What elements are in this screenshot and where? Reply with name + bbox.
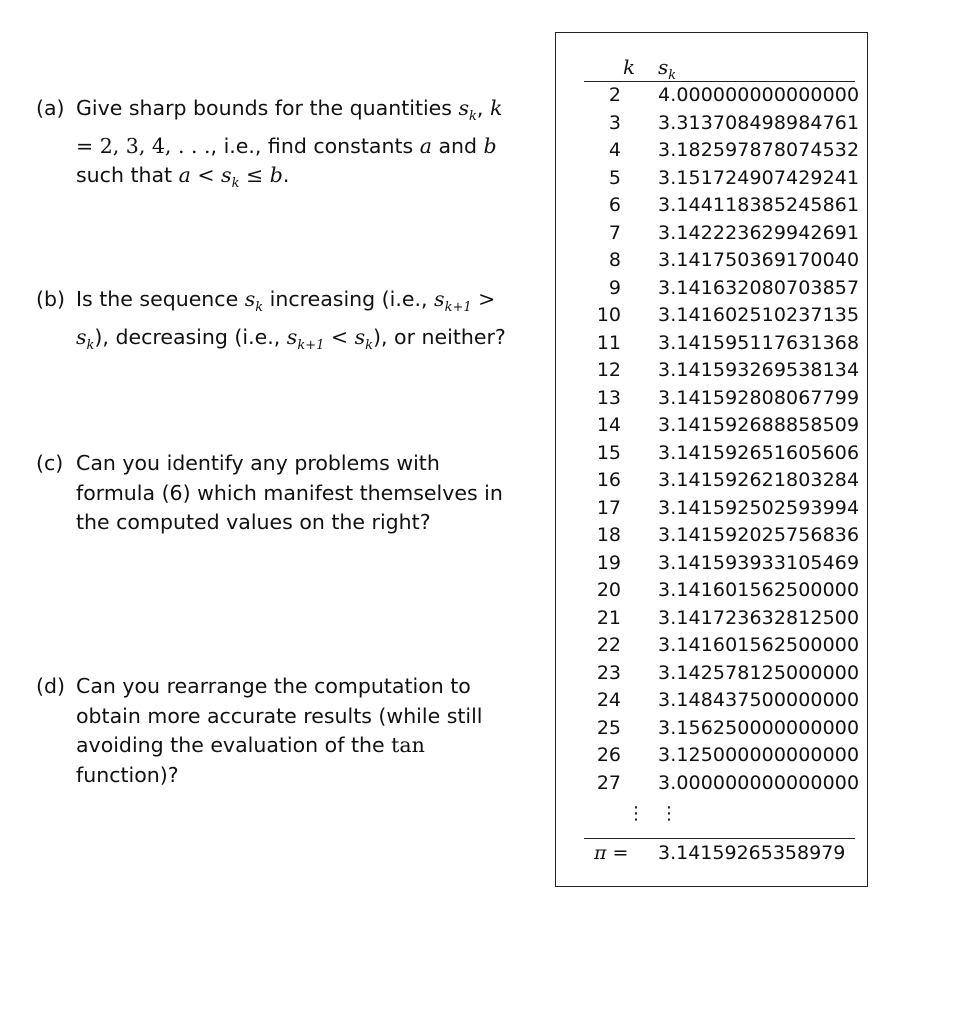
table-row [584, 522, 860, 549]
table-row [584, 550, 860, 577]
column-header-sk: $s_k$ [658, 55, 677, 83]
table-row [584, 220, 860, 247]
question-c-label: (c) [36, 451, 64, 475]
row-s-value: 3.141592621803284 [658, 469, 860, 491]
table-row [584, 440, 860, 467]
row-s-value: 3.141593933105469 [658, 551, 860, 574]
row-k-value: 16 [596, 469, 621, 491]
question-d [36, 672, 506, 790]
table-row [584, 357, 860, 384]
table-row [584, 632, 860, 659]
question-c-text: Can you identify any problems with formula (6) which manifest themselves in the computed values on the right? [76, 451, 503, 534]
question-c [36, 449, 506, 538]
row-k-value: 22 [596, 634, 621, 656]
row-s-value: 3.142223629942691 [658, 221, 860, 244]
question-b-text: Is the sequence $s_k$ increasing (i.e., $s_{k+1} > s_k$), decreasing (i.e., $s_{k+1} < s_k$), or neither? [76, 287, 506, 353]
row-s-value: 3.141602510237135 [658, 304, 860, 326]
pi-label: π = [594, 842, 629, 864]
question-a [36, 94, 506, 199]
row-k-value: 21 [596, 606, 621, 629]
row-k-value: 23 [596, 661, 621, 684]
row-k-value: 2 [608, 84, 621, 106]
table-row [584, 192, 860, 219]
table-row [584, 715, 860, 742]
table-row [584, 385, 860, 412]
row-k-value: 7 [608, 221, 621, 244]
row-s-value: 3.151724907429241 [658, 166, 860, 189]
row-k-value: 13 [596, 386, 621, 409]
table-row [584, 302, 860, 329]
row-s-value: 3.313708498984761 [658, 111, 860, 134]
row-k-value: 24 [596, 689, 621, 711]
row-k-value: 15 [596, 441, 621, 464]
table-row [584, 412, 860, 439]
row-s-value: 3.141592502593994 [658, 496, 860, 519]
table-row [584, 275, 860, 302]
row-k-value: 26 [596, 744, 621, 766]
row-s-value: 3.148437500000000 [658, 689, 860, 711]
table-row [584, 742, 860, 769]
table-row [584, 687, 860, 714]
column-header-k: k [622, 55, 636, 79]
row-k-value: 27 [596, 771, 621, 794]
table-row [584, 467, 860, 494]
row-s-value: 3.141601562500000 [658, 634, 860, 656]
question-b [36, 285, 506, 360]
table-row [584, 137, 860, 164]
row-k-value: 14 [596, 414, 621, 436]
row-k-value: 12 [596, 359, 621, 381]
table-row [584, 110, 860, 137]
row-s-value: 4.000000000000000 [658, 84, 860, 106]
question-b-label: (b) [36, 287, 66, 311]
row-s-value: 3.125000000000000 [658, 744, 860, 766]
row-k-value: 10 [596, 304, 621, 326]
row-k-value: 17 [596, 496, 621, 519]
row-k-value: 18 [596, 524, 621, 546]
row-s-value: 3.141592651605606 [658, 441, 860, 464]
table-row [584, 577, 860, 604]
table-row [584, 82, 860, 109]
table-row [584, 247, 860, 274]
row-s-value: 3.141601562500000 [658, 579, 860, 601]
row-s-value: 3.144118385245861 [658, 194, 860, 216]
vdots-k: ⋮ [627, 803, 645, 824]
row-s-value: 3.141632080703857 [658, 276, 860, 299]
row-k-value: 3 [608, 111, 621, 134]
row-s-value: 3.141723632812500 [658, 606, 860, 629]
row-k-value: 25 [596, 716, 621, 739]
row-k-value: 9 [608, 276, 621, 299]
row-k-value: 6 [608, 194, 621, 216]
row-k-value: 4 [608, 139, 621, 161]
row-k-value: 20 [596, 579, 621, 601]
pi-value: 3.14159265358979 [658, 842, 846, 864]
row-k-value: 19 [596, 551, 621, 574]
row-s-value: 3.141595117631368 [658, 331, 860, 354]
row-k-value: 8 [608, 249, 621, 271]
question-d-label: (d) [36, 674, 66, 698]
row-k-value: 11 [596, 331, 621, 354]
vdots-s: ⋮ [660, 803, 678, 824]
row-s-value: 3.141592025756836 [658, 524, 860, 546]
row-s-value: 3.156250000000000 [658, 716, 860, 739]
table-row [584, 495, 860, 522]
row-s-value: 3.141593269538134 [658, 359, 860, 381]
table-row [584, 165, 860, 192]
row-s-value: 3.182597878074532 [658, 139, 860, 161]
table-row [584, 330, 860, 357]
table-row [584, 660, 860, 687]
row-s-value: 3.141750369170040 [658, 249, 860, 271]
question-a-text: Give sharp bounds for the quantities $s_k$, k = 2, 3, 4, . . ., i.e., find constants a and b such that $a < s_k \le b$. [76, 96, 503, 192]
row-s-value: 3.000000000000000 [658, 771, 860, 794]
table-row [584, 605, 860, 632]
footer-rule [584, 838, 855, 839]
row-s-value: 3.142578125000000 [658, 661, 860, 684]
question-d-text: Can you rearrange the computation to obtain more accurate results (while still avoiding the evaluation of the tan function)? [76, 674, 483, 787]
row-k-value: 5 [608, 166, 621, 189]
question-a-label: (a) [36, 96, 65, 120]
table-row [584, 770, 860, 797]
row-s-value: 3.141592688858509 [658, 414, 860, 436]
row-s-value: 3.141592808067799 [658, 386, 860, 409]
